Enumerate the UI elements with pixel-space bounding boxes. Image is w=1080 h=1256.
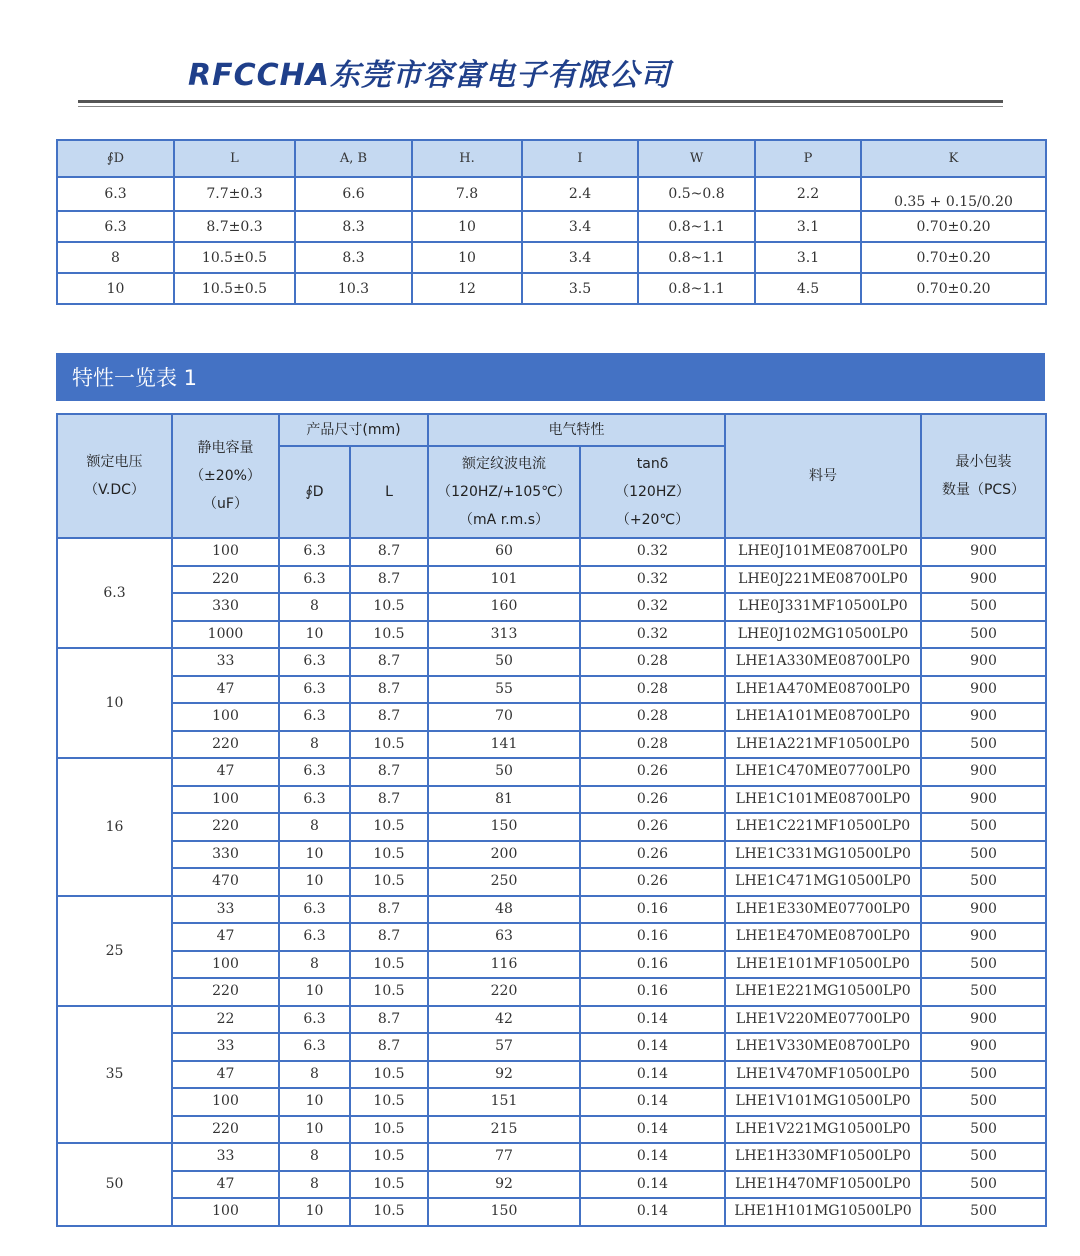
spec-row bbox=[57, 868, 1046, 896]
spec-cell: 6.3 bbox=[279, 923, 350, 951]
spec-cell: 10.5 bbox=[350, 1061, 428, 1089]
dimension-cell: 2.4 bbox=[522, 177, 638, 211]
spec-cell: 0.16 bbox=[580, 951, 725, 979]
spec-cell: LHE1A101ME08700LP0 bbox=[725, 703, 921, 731]
dimension-cell: 0.70±0.20 bbox=[861, 273, 1046, 304]
spec-cell: 500 bbox=[921, 1116, 1046, 1144]
dimension-cell: 0.8~1.1 bbox=[638, 211, 755, 242]
dimension-cell: 8.3 bbox=[295, 211, 412, 242]
spec-cell: LHE1E221MG10500LP0 bbox=[725, 978, 921, 1006]
spec-cell: 0.14 bbox=[580, 1006, 725, 1034]
spec-cell: 500 bbox=[921, 868, 1046, 896]
spec-cell: 0.16 bbox=[580, 978, 725, 1006]
spec-cell: 6.3 bbox=[279, 648, 350, 676]
spec-cell: 0.26 bbox=[580, 841, 725, 869]
spec-cell: 500 bbox=[921, 593, 1046, 621]
spec-cell: 100 bbox=[172, 538, 279, 566]
spec-cell: 900 bbox=[921, 923, 1046, 951]
spec-cell: 500 bbox=[921, 1171, 1046, 1199]
spec-row bbox=[57, 593, 1046, 621]
spec-cell: 0.26 bbox=[580, 786, 725, 814]
spec-cell: 330 bbox=[172, 841, 279, 869]
spec-cell: 60 bbox=[428, 538, 580, 566]
spec-cell: 8.7 bbox=[350, 703, 428, 731]
spec-cell: 100 bbox=[172, 1198, 279, 1226]
spec-cell: 900 bbox=[921, 538, 1046, 566]
spec-cell: LHE1A221MF10500LP0 bbox=[725, 731, 921, 759]
spec-cell: 50 bbox=[428, 648, 580, 676]
spec-cell: 10.5 bbox=[350, 868, 428, 896]
spec-cell: LHE1C471MG10500LP0 bbox=[725, 868, 921, 896]
spec-cell: LHE1E330ME07700LP0 bbox=[725, 896, 921, 924]
spec-cell: 1000 bbox=[172, 621, 279, 649]
dimension-cell: 4.5 bbox=[755, 273, 861, 304]
spec-cell: 57 bbox=[428, 1033, 580, 1061]
spec-cell: 10.5 bbox=[350, 1198, 428, 1226]
spec-cell: 10.5 bbox=[350, 951, 428, 979]
spec-cell: 141 bbox=[428, 731, 580, 759]
spec-cell: 900 bbox=[921, 648, 1046, 676]
spec-cell: 0.26 bbox=[580, 758, 725, 786]
spec-cell: 500 bbox=[921, 1198, 1046, 1226]
spec-row bbox=[57, 1061, 1046, 1089]
dimension-cell: 3.1 bbox=[755, 211, 861, 242]
spec-row bbox=[57, 1006, 1046, 1034]
spec-cell: 92 bbox=[428, 1061, 580, 1089]
dimension-header-cell: H. bbox=[412, 140, 522, 177]
spec-cell: 900 bbox=[921, 676, 1046, 704]
spec-row bbox=[57, 621, 1046, 649]
dimension-cell: 7.8 bbox=[412, 177, 522, 211]
spec-cell: 8.7 bbox=[350, 676, 428, 704]
header-rule bbox=[78, 100, 1003, 103]
spec-cell: 6.3 bbox=[279, 1006, 350, 1034]
spec-cell: LHE1H330MF10500LP0 bbox=[725, 1143, 921, 1171]
spec-row bbox=[57, 841, 1046, 869]
spec-cell: 50 bbox=[428, 758, 580, 786]
spec-cell: 10.5 bbox=[350, 731, 428, 759]
spec-cell: 6.3 bbox=[279, 538, 350, 566]
spec-cell: 0.14 bbox=[580, 1061, 725, 1089]
spec-cell: 6.3 bbox=[279, 1033, 350, 1061]
spec-cell: 0.14 bbox=[580, 1143, 725, 1171]
spec-cell: 8.7 bbox=[350, 1006, 428, 1034]
spec-cell: LHE1V330ME08700LP0 bbox=[725, 1033, 921, 1061]
spec-cell: 10 bbox=[279, 841, 350, 869]
spec-cell: 10 bbox=[279, 978, 350, 1006]
spec-cell: 8 bbox=[279, 813, 350, 841]
spec-cell: 100 bbox=[172, 1088, 279, 1116]
spec-cell: 900 bbox=[921, 566, 1046, 594]
dimension-cell: 6.6 bbox=[295, 177, 412, 211]
spec-row bbox=[57, 951, 1046, 979]
spec-cell: 0.32 bbox=[580, 566, 725, 594]
spec-cell: 900 bbox=[921, 786, 1046, 814]
electrical-header: 电气特性 bbox=[428, 414, 725, 446]
dimension-cell: 10.5±0.5 bbox=[174, 242, 295, 273]
spec-cell: LHE1C221MF10500LP0 bbox=[725, 813, 921, 841]
spec-cell: 47 bbox=[172, 923, 279, 951]
spec-row bbox=[57, 731, 1046, 759]
dimension-cell: 12 bbox=[412, 273, 522, 304]
rated-voltage-header: 额定电压 （V.DC） bbox=[57, 414, 172, 538]
section-title-banner: 特性一览表 1 bbox=[56, 353, 1045, 401]
spec-row bbox=[57, 1198, 1046, 1226]
dimension-cell: 0.70±0.20 bbox=[861, 242, 1046, 273]
spec-cell: 500 bbox=[921, 813, 1046, 841]
spec-row bbox=[57, 896, 1046, 924]
spec-cell: 500 bbox=[921, 841, 1046, 869]
spec-cell: LHE0J331MF10500LP0 bbox=[725, 593, 921, 621]
spec-cell: 150 bbox=[428, 813, 580, 841]
spec-row bbox=[57, 978, 1046, 1006]
rated-voltage-cell: 50 bbox=[57, 1143, 172, 1226]
spec-cell: 220 bbox=[172, 731, 279, 759]
spec-cell: 10.5 bbox=[350, 621, 428, 649]
spec-row bbox=[57, 1116, 1046, 1144]
spec-cell: 0.14 bbox=[580, 1198, 725, 1226]
dimension-cell: 0.8~1.1 bbox=[638, 242, 755, 273]
dimension-cell: 10 bbox=[412, 211, 522, 242]
spec-cell: 100 bbox=[172, 951, 279, 979]
dimension-cell: 8.3 bbox=[295, 242, 412, 273]
spec-cell: 150 bbox=[428, 1198, 580, 1226]
dimension-cell: 10 bbox=[412, 242, 522, 273]
spec-cell: 10.5 bbox=[350, 1116, 428, 1144]
spec-cell: 55 bbox=[428, 676, 580, 704]
spec-cell: 70 bbox=[428, 703, 580, 731]
spec-row bbox=[57, 1143, 1046, 1171]
spec-cell: 0.26 bbox=[580, 813, 725, 841]
spec-cell: 0.14 bbox=[580, 1088, 725, 1116]
spec-cell: 8.7 bbox=[350, 648, 428, 676]
spec-cell: 330 bbox=[172, 593, 279, 621]
header-rule-thin bbox=[78, 106, 1003, 107]
spec-cell: 500 bbox=[921, 1061, 1046, 1089]
spec-cell: 8 bbox=[279, 593, 350, 621]
spec-cell: 10 bbox=[279, 1088, 350, 1116]
spec-cell: 10 bbox=[279, 1198, 350, 1226]
spec-cell: 6.3 bbox=[279, 786, 350, 814]
spec-cell: 10.5 bbox=[350, 978, 428, 1006]
rated-voltage-cell: 10 bbox=[57, 648, 172, 758]
spec-cell: 500 bbox=[921, 621, 1046, 649]
spec-cell: 0.32 bbox=[580, 621, 725, 649]
spec-cell: 900 bbox=[921, 896, 1046, 924]
spec-cell: 6.3 bbox=[279, 703, 350, 731]
dimension-table bbox=[56, 139, 1047, 305]
dimension-cell: 3.4 bbox=[522, 242, 638, 273]
spec-cell: 8 bbox=[279, 1171, 350, 1199]
spec-cell: LHE1E470ME08700LP0 bbox=[725, 923, 921, 951]
dimension-header-cell: I bbox=[522, 140, 638, 177]
spec-cell: 160 bbox=[428, 593, 580, 621]
spec-cell: LHE1V220ME07700LP0 bbox=[725, 1006, 921, 1034]
spec-cell: 0.14 bbox=[580, 1033, 725, 1061]
spec-cell: 100 bbox=[172, 703, 279, 731]
spec-cell: 47 bbox=[172, 1171, 279, 1199]
spec-cell: 0.14 bbox=[580, 1116, 725, 1144]
spec-cell: 8.7 bbox=[350, 538, 428, 566]
spec-cell: 81 bbox=[428, 786, 580, 814]
dimension-cell: 3.4 bbox=[522, 211, 638, 242]
spec-cell: LHE0J221ME08700LP0 bbox=[725, 566, 921, 594]
spec-cell: 0.32 bbox=[580, 593, 725, 621]
min-pack-header: 最小包装 数量（PCS） bbox=[921, 414, 1046, 538]
spec-cell: 92 bbox=[428, 1171, 580, 1199]
dimension-cell: 6.3 bbox=[57, 211, 174, 242]
spec-cell: LHE1A470ME08700LP0 bbox=[725, 676, 921, 704]
spec-row bbox=[57, 813, 1046, 841]
spec-cell: 8.7 bbox=[350, 566, 428, 594]
rated-voltage-cell: 35 bbox=[57, 1006, 172, 1144]
dimension-cell: 0.5~0.8 bbox=[638, 177, 755, 211]
spec-cell: 500 bbox=[921, 951, 1046, 979]
spec-cell: 8.7 bbox=[350, 923, 428, 951]
spec-cell: LHE1C331MG10500LP0 bbox=[725, 841, 921, 869]
spec-cell: 33 bbox=[172, 1033, 279, 1061]
spec-cell: 500 bbox=[921, 978, 1046, 1006]
spec-cell: 6.3 bbox=[279, 896, 350, 924]
spec-table bbox=[56, 413, 1047, 1227]
k-tolerance-value: 0.35 + 0.15/0.20 bbox=[894, 194, 1013, 210]
spec-cell: 116 bbox=[428, 951, 580, 979]
spec-cell: 250 bbox=[428, 868, 580, 896]
dimension-cell: 2.2 bbox=[755, 177, 861, 211]
spec-cell: LHE0J102MG10500LP0 bbox=[725, 621, 921, 649]
dimension-cell bbox=[861, 177, 1046, 211]
spec-cell: 22 bbox=[172, 1006, 279, 1034]
spec-cell: 48 bbox=[428, 896, 580, 924]
dimension-row bbox=[57, 177, 1046, 211]
spec-cell: 0.26 bbox=[580, 868, 725, 896]
spec-cell: LHE1H470MF10500LP0 bbox=[725, 1171, 921, 1199]
spec-cell: LHE1H101MG10500LP0 bbox=[725, 1198, 921, 1226]
spec-row bbox=[57, 703, 1046, 731]
spec-cell: LHE1V470MF10500LP0 bbox=[725, 1061, 921, 1089]
spec-cell: 8 bbox=[279, 1143, 350, 1171]
spec-cell: 220 bbox=[172, 1116, 279, 1144]
dimension-cell: 0.8~1.1 bbox=[638, 273, 755, 304]
rated-voltage-cell: 6.3 bbox=[57, 538, 172, 648]
spec-row bbox=[57, 1033, 1046, 1061]
ripple-current-header: 额定纹波电流 （120HZ/+105℃） （mA r.m.s） bbox=[428, 446, 580, 538]
spec-cell: 77 bbox=[428, 1143, 580, 1171]
spec-cell: 42 bbox=[428, 1006, 580, 1034]
spec-row bbox=[57, 676, 1046, 704]
spec-cell: 101 bbox=[428, 566, 580, 594]
dimension-header-cell: W bbox=[638, 140, 755, 177]
dimension-cell: 3.5 bbox=[522, 273, 638, 304]
spec-cell: 220 bbox=[172, 978, 279, 1006]
dimension-cell: 8.7±0.3 bbox=[174, 211, 295, 242]
spec-cell: LHE1E101MF10500LP0 bbox=[725, 951, 921, 979]
spec-cell: 8.7 bbox=[350, 786, 428, 814]
dimension-cell: 3.1 bbox=[755, 242, 861, 273]
spec-cell: 10.5 bbox=[350, 1143, 428, 1171]
spec-cell: 100 bbox=[172, 786, 279, 814]
spec-cell: 8.7 bbox=[350, 896, 428, 924]
spec-cell: 47 bbox=[172, 758, 279, 786]
dimension-header-cell: P bbox=[755, 140, 861, 177]
spec-cell: 0.32 bbox=[580, 538, 725, 566]
company-brand: RFCCHA东莞市容富电子有限公司 bbox=[188, 58, 671, 93]
spec-cell: 220 bbox=[172, 813, 279, 841]
spec-cell: 0.28 bbox=[580, 703, 725, 731]
spec-cell: 8.7 bbox=[350, 758, 428, 786]
dimension-header-cell: A, B bbox=[295, 140, 412, 177]
spec-cell: 0.28 bbox=[580, 676, 725, 704]
spec-row bbox=[57, 1088, 1046, 1116]
dimension-cell: 10 bbox=[57, 273, 174, 304]
spec-cell: 900 bbox=[921, 758, 1046, 786]
dimension-cell: 10.5±0.5 bbox=[174, 273, 295, 304]
spec-cell: 470 bbox=[172, 868, 279, 896]
dimension-cell: 8 bbox=[57, 242, 174, 273]
spec-cell: 215 bbox=[428, 1116, 580, 1144]
part-number-header: 料号 bbox=[725, 414, 921, 538]
dimension-header-cell: ∮D bbox=[57, 140, 174, 177]
rated-voltage-cell: 16 bbox=[57, 758, 172, 896]
spec-cell: 900 bbox=[921, 1033, 1046, 1061]
spec-cell: 0.28 bbox=[580, 648, 725, 676]
length-header: L bbox=[350, 446, 428, 538]
spec-cell: 8.7 bbox=[350, 1033, 428, 1061]
diameter-header: ∮D bbox=[279, 446, 350, 538]
size-header: 产品尺寸(mm) bbox=[279, 414, 428, 446]
spec-row bbox=[57, 758, 1046, 786]
capacitance-header: 静电容量 （±20%） （uF） bbox=[172, 414, 279, 538]
spec-cell: 220 bbox=[172, 566, 279, 594]
spec-cell: 500 bbox=[921, 731, 1046, 759]
spec-row bbox=[57, 566, 1046, 594]
spec-cell: 0.16 bbox=[580, 923, 725, 951]
spec-cell: 0.16 bbox=[580, 896, 725, 924]
spec-cell: 6.3 bbox=[279, 566, 350, 594]
spec-cell: 900 bbox=[921, 1006, 1046, 1034]
spec-cell: 10.5 bbox=[350, 841, 428, 869]
spec-row bbox=[57, 538, 1046, 566]
spec-row bbox=[57, 786, 1046, 814]
spec-cell: 200 bbox=[428, 841, 580, 869]
dimension-cell: 10.3 bbox=[295, 273, 412, 304]
spec-cell: 6.3 bbox=[279, 758, 350, 786]
dimension-row bbox=[57, 211, 1046, 242]
spec-cell: 10 bbox=[279, 1116, 350, 1144]
spec-cell: 10 bbox=[279, 868, 350, 896]
spec-cell: 0.14 bbox=[580, 1171, 725, 1199]
spec-cell: 63 bbox=[428, 923, 580, 951]
spec-cell: LHE1C470ME07700LP0 bbox=[725, 758, 921, 786]
spec-cell: 10.5 bbox=[350, 1171, 428, 1199]
spec-cell: 33 bbox=[172, 1143, 279, 1171]
spec-cell: 151 bbox=[428, 1088, 580, 1116]
spec-cell: 33 bbox=[172, 648, 279, 676]
dimension-cell: 6.3 bbox=[57, 177, 174, 211]
spec-cell: LHE0J101ME08700LP0 bbox=[725, 538, 921, 566]
dimension-row bbox=[57, 242, 1046, 273]
spec-cell: 0.28 bbox=[580, 731, 725, 759]
dimension-cell: 0.70±0.20 bbox=[861, 211, 1046, 242]
spec-cell: 500 bbox=[921, 1143, 1046, 1171]
spec-cell: LHE1V101MG10500LP0 bbox=[725, 1088, 921, 1116]
spec-cell: LHE1V221MG10500LP0 bbox=[725, 1116, 921, 1144]
spec-row bbox=[57, 923, 1046, 951]
spec-cell: 47 bbox=[172, 676, 279, 704]
spec-cell: 8 bbox=[279, 1061, 350, 1089]
spec-cell: 10.5 bbox=[350, 813, 428, 841]
rated-voltage-cell: 25 bbox=[57, 896, 172, 1006]
spec-cell: 8 bbox=[279, 731, 350, 759]
spec-cell: 500 bbox=[921, 1088, 1046, 1116]
spec-cell: 313 bbox=[428, 621, 580, 649]
spec-cell: 10.5 bbox=[350, 593, 428, 621]
spec-cell: 220 bbox=[428, 978, 580, 1006]
dimension-cell: 7.7±0.3 bbox=[174, 177, 295, 211]
spec-cell: 10.5 bbox=[350, 1088, 428, 1116]
dimension-row bbox=[57, 273, 1046, 304]
spec-cell: LHE1C101ME08700LP0 bbox=[725, 786, 921, 814]
spec-cell: 47 bbox=[172, 1061, 279, 1089]
spec-row bbox=[57, 648, 1046, 676]
spec-cell: 33 bbox=[172, 896, 279, 924]
dimension-header-cell: L bbox=[174, 140, 295, 177]
dimension-header-cell: K bbox=[861, 140, 1046, 177]
spec-cell: 900 bbox=[921, 703, 1046, 731]
spec-cell: 10 bbox=[279, 621, 350, 649]
spec-cell: 6.3 bbox=[279, 676, 350, 704]
spec-cell: LHE1A330ME08700LP0 bbox=[725, 648, 921, 676]
tan-delta-header: tanδ （120HZ） （+20℃） bbox=[580, 446, 725, 538]
spec-row bbox=[57, 1171, 1046, 1199]
spec-cell: 8 bbox=[279, 951, 350, 979]
